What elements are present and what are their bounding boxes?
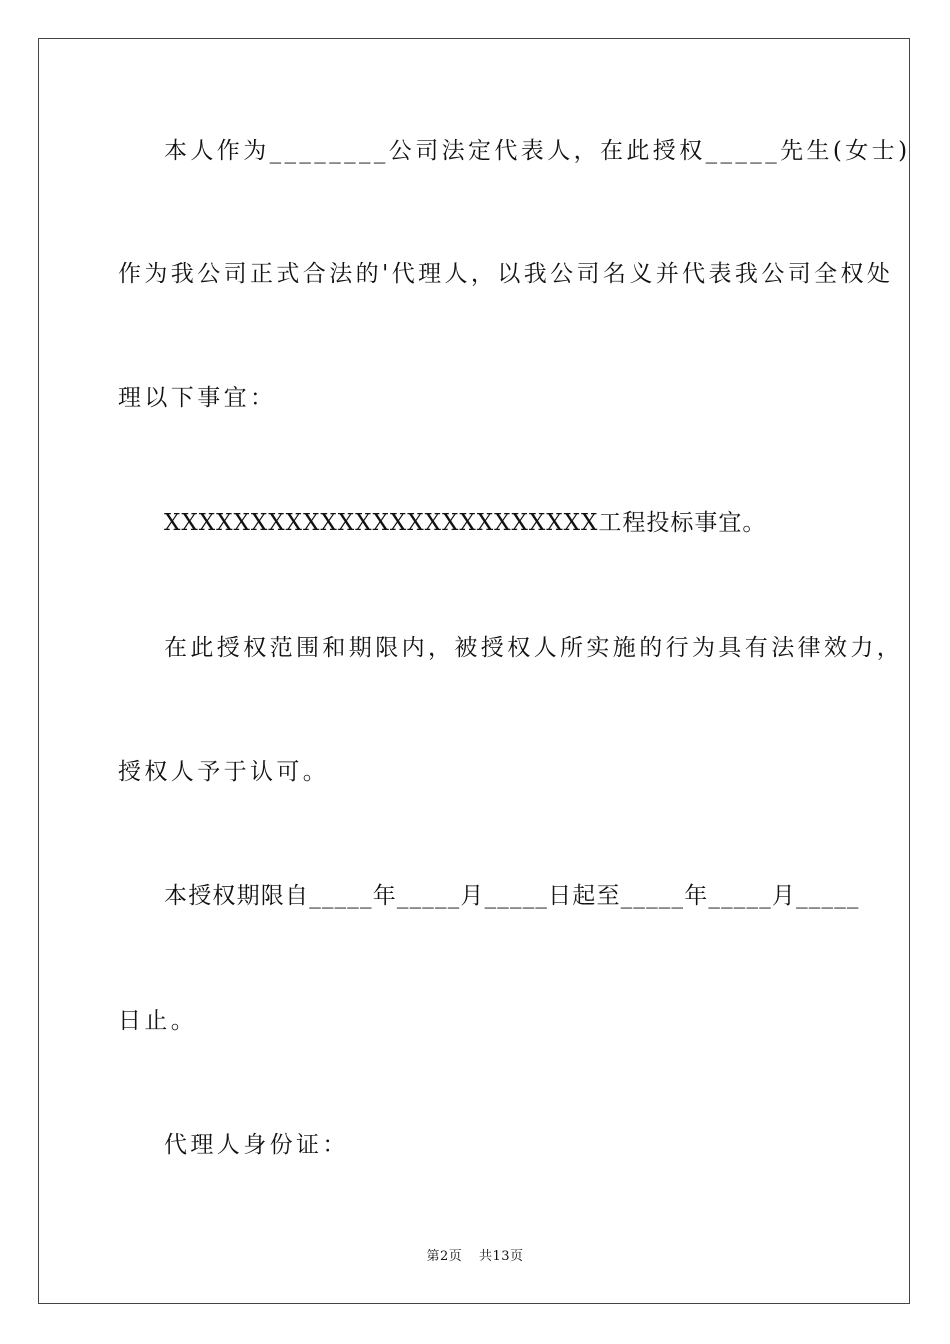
page-footer <box>0 1245 950 1264</box>
page-total: 共13页 <box>478 1249 524 1264</box>
paragraph-line-6: 授权人予于认可。 <box>118 759 330 785</box>
paragraph-line-5: 在此授权范围和期限内，被授权人所实施的行为具有法律效力， <box>164 635 904 661</box>
paragraph-line-2: 作为我公司正式合法的'代理人，以我公司名义并代表我公司全权处 <box>118 261 894 287</box>
page-border <box>38 38 910 1304</box>
paragraph-line-8: 日止。 <box>118 1008 198 1034</box>
paragraph-line-1: 本人作为________公司法定代表人，在此授权_____先生(女士) <box>164 138 911 164</box>
paragraph-line-3: 理以下事宜： <box>118 385 277 411</box>
paragraph-line-9: 代理人身份证： <box>164 1132 349 1158</box>
paragraph-line-4: XXXXXXXXXXXXXXXXXXXXXXXXX工程投标事宜。 <box>164 510 767 536</box>
paragraph-line-7: 本授权期限自_____年_____月_____日起至_____年_____月_____ <box>164 883 860 909</box>
page-number: 第2页 <box>426 1249 463 1264</box>
